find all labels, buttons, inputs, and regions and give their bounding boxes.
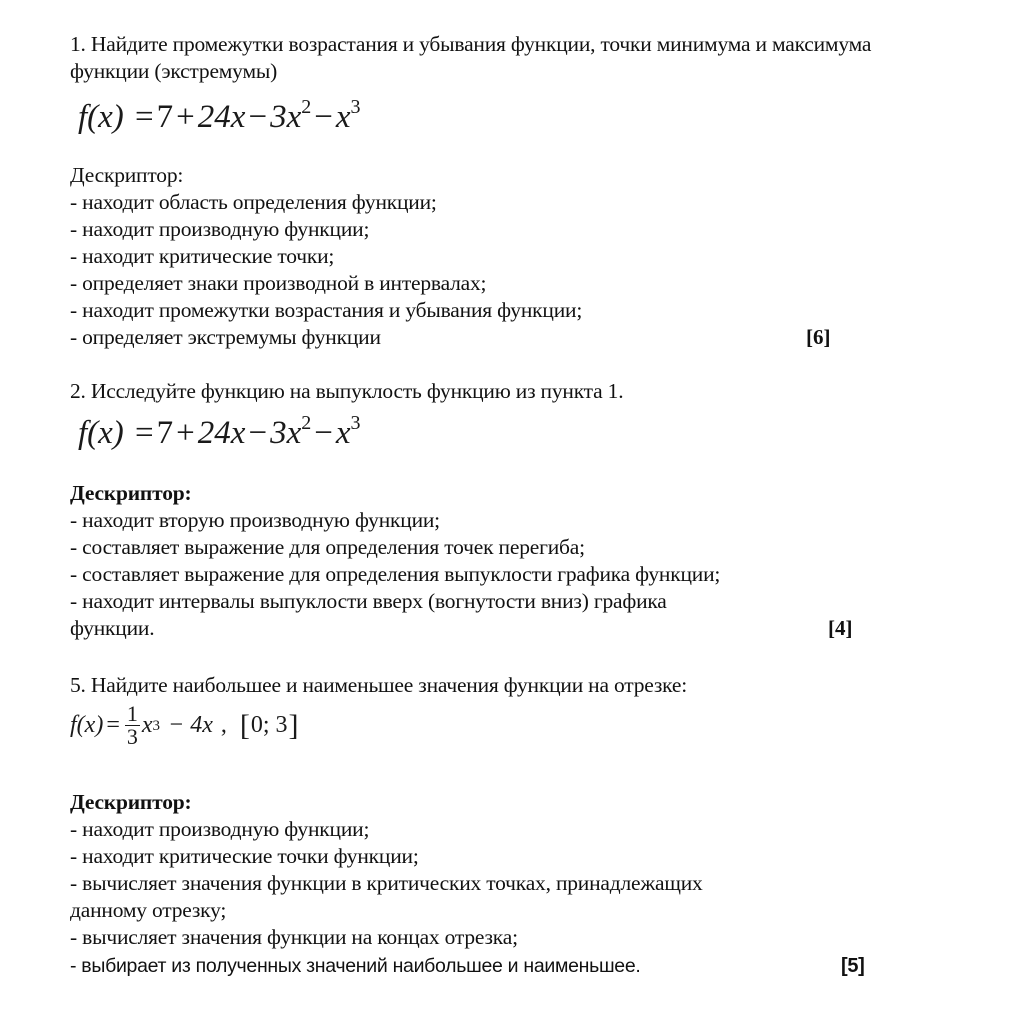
formula-fraction bbox=[125, 703, 140, 748]
task-5-descriptor-item: - находит критические точки функции; bbox=[70, 844, 419, 868]
task-2-score: [4] bbox=[828, 616, 853, 640]
formula-operator: − bbox=[314, 415, 333, 451]
task-5-number: 5. bbox=[70, 673, 86, 697]
formula-exponent: 2 bbox=[301, 412, 312, 434]
task-2-descriptor-item: - находит вторую производную функции; bbox=[70, 508, 440, 532]
formula-exponent: 3 bbox=[350, 412, 361, 434]
task-1-descriptor-title: Дескриптор: bbox=[70, 163, 184, 187]
task-5-formula: f(x) = $\frac{1}{3}$ x 3 − 4x , [ 0; 3 ] bbox=[70, 701, 299, 749]
formula-operator: + bbox=[176, 99, 195, 135]
formula-term: 24x bbox=[197, 99, 246, 135]
task-1-score: [6] bbox=[806, 325, 831, 349]
task-2-question-line-1 bbox=[70, 378, 623, 405]
formula-term: 24x bbox=[197, 415, 246, 451]
formula-term: x bbox=[335, 99, 351, 135]
formula-lhs: f(x) bbox=[78, 99, 124, 135]
task-2-question-text: Исследуйте функцию на выпуклость функцию из пункта 1. bbox=[90, 379, 624, 403]
formula-term: 3x bbox=[270, 415, 302, 451]
formula-separator: , bbox=[220, 712, 227, 738]
task-1-question-text: Найдите промежутки возрастания и убывания функции, точки минимума и максимума bbox=[90, 32, 872, 56]
task-2-descriptor-item: - составляет выражение для определения выпуклости графика функции; bbox=[70, 562, 721, 586]
formula-variable: x bbox=[141, 712, 153, 738]
formula-operator: − bbox=[248, 99, 268, 135]
formula-equals: = bbox=[106, 712, 120, 738]
fraction-denominator: 3 bbox=[126, 724, 138, 749]
task-5-question-text: Найдите наибольшее и наименьшее значения функции на отрезке: bbox=[90, 673, 688, 697]
formula-equals: = bbox=[135, 99, 154, 135]
task-5-descriptor-item: - выбирает из полученных значений наибольшее и наименьшее. bbox=[70, 955, 641, 977]
interval-open-bracket: [ bbox=[239, 708, 250, 742]
formula-operator: − bbox=[248, 415, 268, 451]
task-1-formula bbox=[78, 97, 361, 137]
task-1-descriptor-item: - находит промежутки возрастания и убывания функции; bbox=[70, 298, 583, 322]
task-1-descriptor-item: - находит критические точки; bbox=[70, 244, 335, 268]
task-2-formula bbox=[78, 413, 361, 453]
task-5-descriptor-item: данному отрезку; bbox=[70, 898, 227, 922]
task-1-descriptor-item: - определяет знаки производной в интервалах; bbox=[70, 271, 487, 295]
task-5-descriptor-item: - вычисляет значения функции на концах отрезка; bbox=[70, 925, 518, 949]
task-2-descriptor-item: функции. bbox=[70, 616, 155, 640]
formula-term: x bbox=[335, 415, 351, 451]
fraction-numerator: 1 bbox=[126, 701, 138, 726]
formula-term: − 4x bbox=[168, 712, 213, 738]
formula-interval: 0; 3 bbox=[250, 712, 288, 738]
formula-operator: + bbox=[176, 415, 195, 451]
formula-term: 7 bbox=[156, 99, 174, 135]
task-1-question-line-2: функции (экстремумы) bbox=[70, 59, 278, 83]
task-5-descriptor-title: Дескриптор: bbox=[70, 790, 192, 814]
formula-term: 3x bbox=[270, 99, 302, 135]
task-1-descriptor-item: - находит область определения функции; bbox=[70, 190, 437, 214]
task-2-number: 2. bbox=[70, 379, 86, 403]
task-5-descriptor-item: - вычисляет значения функции в критических точках, принадлежащих bbox=[70, 871, 703, 895]
task-5-descriptor-item: - находит производную функции; bbox=[70, 817, 370, 841]
formula-operator: − bbox=[314, 99, 333, 135]
formula-equals: = bbox=[135, 415, 154, 451]
formula-term: 7 bbox=[156, 415, 174, 451]
task-2-descriptor-item: - находит интервалы выпуклости вверх (вогнутости вниз) графика bbox=[70, 589, 667, 613]
formula-exponent: 2 bbox=[301, 96, 312, 118]
task-2-descriptor-title: Дескриптор: bbox=[70, 481, 192, 505]
interval-close-bracket: ] bbox=[288, 708, 299, 742]
formula-exponent: 3 bbox=[350, 96, 361, 118]
formula-lhs: f(x) bbox=[78, 415, 124, 451]
formula-lhs: f(x) bbox=[70, 712, 104, 738]
task-1-question-line-1 bbox=[70, 31, 871, 58]
task-1-descriptor-item: - определяет экстремумы функции bbox=[70, 325, 381, 349]
task-1-descriptor-item: - находит производную функции; bbox=[70, 217, 370, 241]
task-5-question-line-1 bbox=[70, 672, 687, 699]
task-1-number: 1. bbox=[70, 32, 86, 56]
task-2-descriptor-item: - составляет выражение для определения точек перегиба; bbox=[70, 535, 585, 559]
task-5-score: [5] bbox=[841, 955, 865, 977]
